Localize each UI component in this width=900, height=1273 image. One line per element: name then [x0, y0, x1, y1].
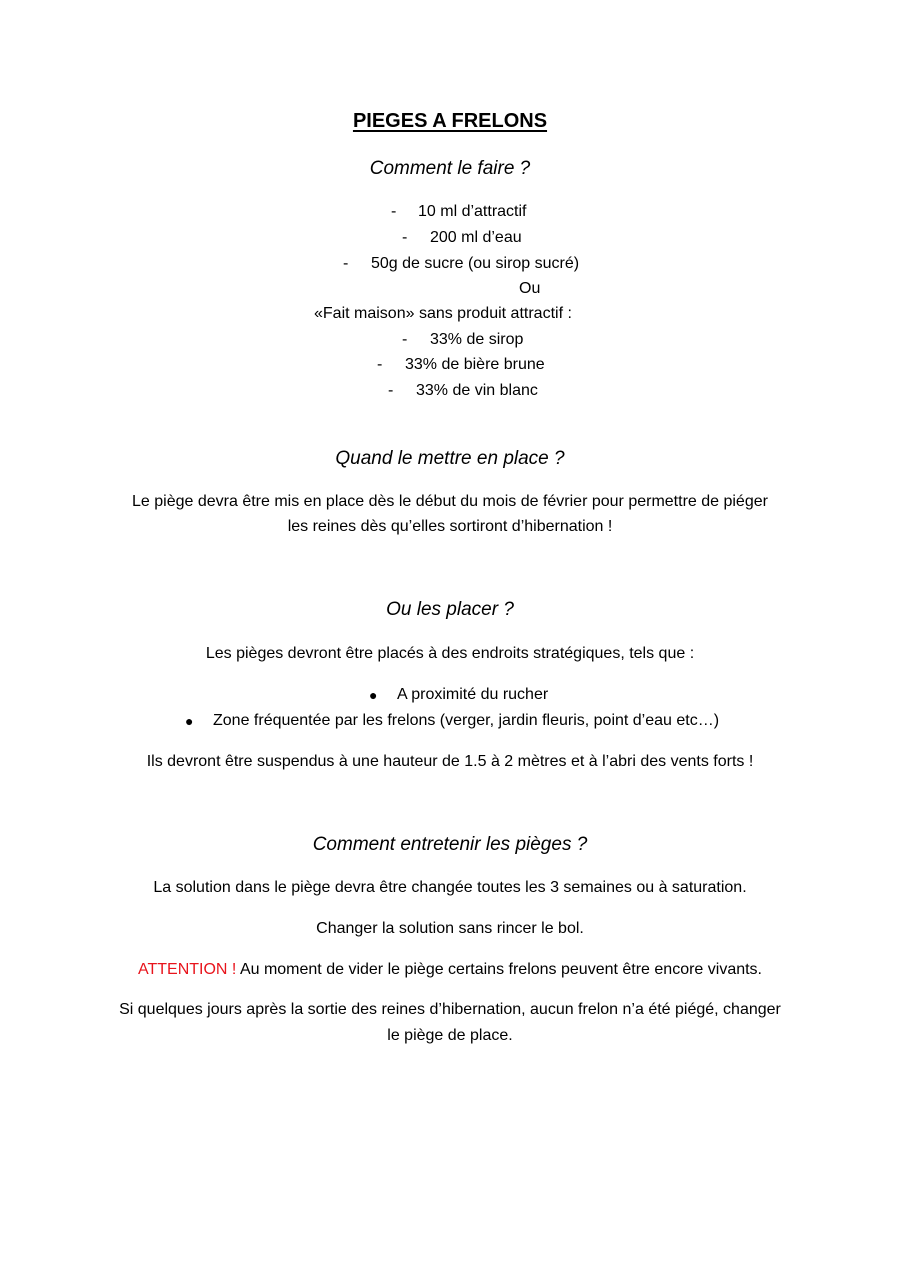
ingredient-item: 10 ml d’attractif	[418, 203, 527, 220]
paragraph-line: Les pièges devront être placés à des endroits stratégiques, tels que :	[205, 645, 695, 662]
warning-label: ATTENTION !	[138, 961, 237, 978]
list-dash: -	[391, 203, 397, 220]
or-separator: Ou	[519, 280, 541, 297]
list-dash: -	[343, 255, 349, 272]
paragraph-line: les reines dès qu’elles sortiront d’hibernation !	[287, 518, 613, 535]
section-heading-how-to-make: Comment le faire ?	[369, 158, 531, 179]
paragraph-line: La solution dans le piège devra être changée toutes les 3 semaines ou à saturation.	[153, 879, 747, 896]
homemade-intro: «Fait maison» sans produit attractif :	[314, 305, 572, 322]
bullet-icon: ●	[369, 687, 378, 703]
bullet-item: A proximité du rucher	[397, 686, 549, 703]
list-dash: -	[377, 356, 383, 373]
list-dash: -	[388, 382, 394, 399]
paragraph-line: Si quelques jours après la sortie des reines d’hibernation, aucun frelon n’a été piégé, changer	[119, 1001, 781, 1018]
homemade-item: 33% de bière brune	[405, 356, 545, 373]
section-heading-when: Quand le mettre en place ?	[335, 448, 565, 469]
paragraph-line: Le piège devra être mis en place dès le début du mois de février pour permettre de piéger	[132, 493, 768, 510]
ingredient-item: 200 ml d’eau	[430, 229, 522, 246]
paragraph-line: Changer la solution sans rincer le bol.	[316, 920, 584, 937]
ingredient-item: 50g de sucre (ou sirop sucré)	[371, 255, 580, 272]
paragraph-line: Ils devront être suspendus à une hauteur de 1.5 à 2 mètres et à l’abri des vents forts !	[146, 753, 754, 770]
homemade-item: 33% de sirop	[430, 331, 524, 348]
page-title: PIEGES A FRELONS	[352, 110, 548, 132]
paragraph-line: le piège de place.	[387, 1027, 513, 1044]
warning-paragraph	[0, 961, 900, 979]
homemade-item: 33% de vin blanc	[416, 382, 538, 399]
warning-text: Au moment de vider le piège certains frelons peuvent être encore vivants.	[236, 961, 762, 978]
section-heading-where: Ou les placer ?	[386, 599, 514, 620]
bullet-icon: ●	[185, 713, 194, 729]
list-dash: -	[402, 331, 408, 348]
section-heading-maintenance: Comment entretenir les pièges ?	[312, 834, 588, 855]
bullet-item: Zone fréquentée par les frelons (verger, jardin fleuris, point d’eau etc…)	[213, 712, 720, 729]
list-dash: -	[402, 229, 408, 246]
